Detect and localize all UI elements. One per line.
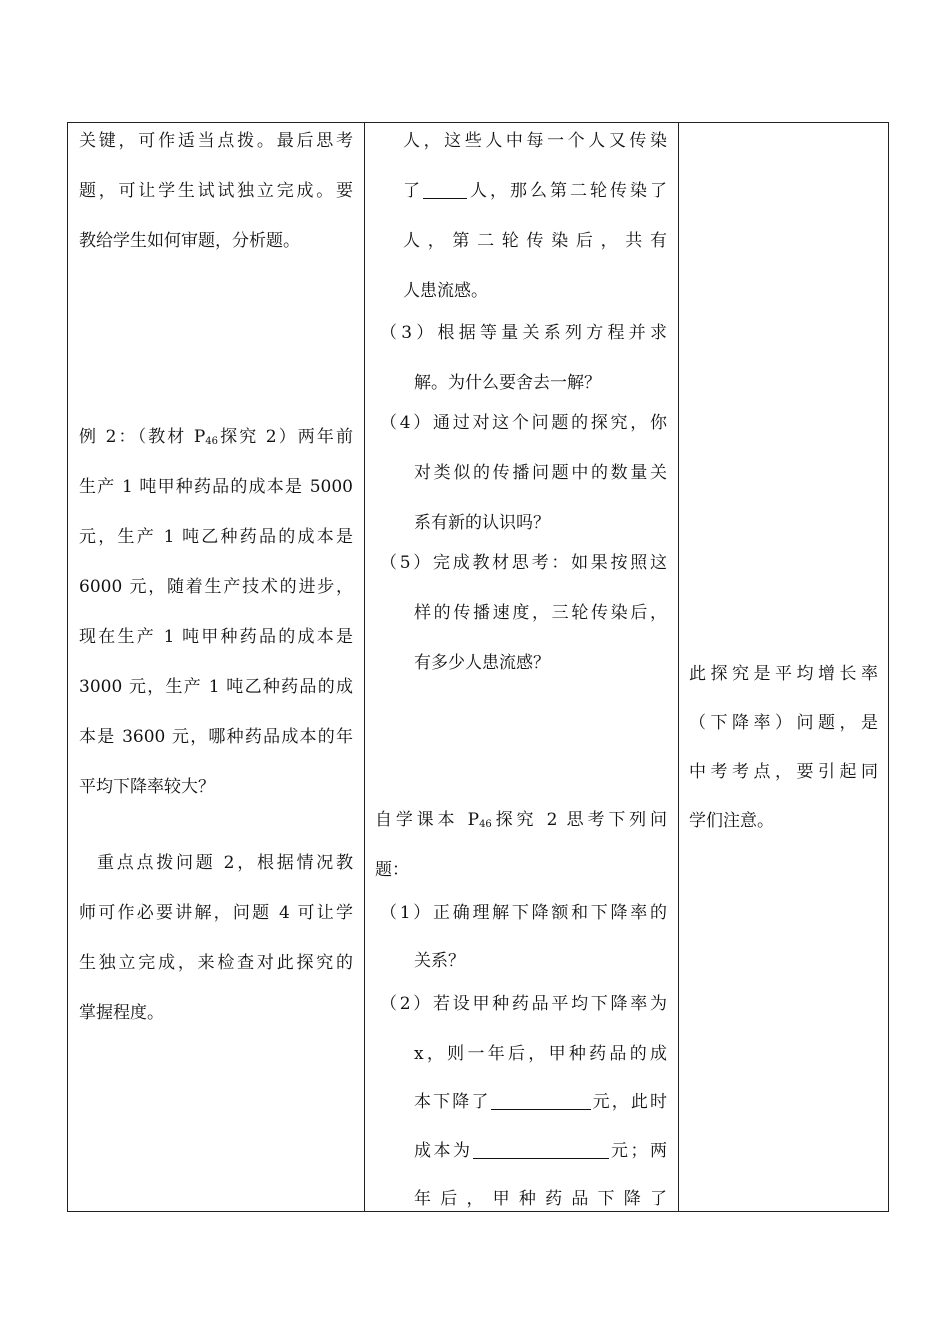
- text-line: 中考考点，要引起同: [689, 762, 878, 782]
- text-line: （下降率）问题，是: [689, 713, 878, 733]
- text-line: 系有新的认识吗？: [414, 513, 550, 533]
- column-divider: [678, 123, 679, 1211]
- text-line: 年后，甲种药品下降了: [414, 1189, 667, 1209]
- question-2: （2）若设甲种药品平均下降率为: [380, 994, 667, 1014]
- column-divider: [364, 123, 365, 1211]
- question-1: （1）正确理解下降额和下降率的: [380, 903, 667, 923]
- example-2-heading: 例 2：（教材 $P_{46}$探究 2）两年前: [79, 427, 353, 447]
- question-3: （3）根据等量关系列方程并求: [380, 323, 667, 343]
- text-line: 师可作必要讲解，问题 4 可让学: [79, 903, 353, 923]
- text-line: 本是 3600 元，哪种药品成本的年: [79, 727, 353, 747]
- text-line: 生独立完成，来检查对此探究的: [79, 953, 353, 973]
- text-line: 此探究是平均增长率: [689, 664, 878, 684]
- fill-blank: [473, 1142, 609, 1159]
- text-line: 人患流感。: [403, 281, 488, 301]
- text-line: 平均下降率较大？: [79, 777, 215, 797]
- text-line: 人，这些人中每一个人又传染: [403, 131, 667, 151]
- text-line: 样的传播速度，三轮传染后，: [414, 603, 667, 623]
- text-line: 元，生产 1 吨乙种药品的成本是: [79, 527, 353, 547]
- text-line: 教给学生如何审题，分析题。: [79, 231, 300, 251]
- text-line: 关键，可作适当点拨。最后思考: [79, 131, 353, 151]
- text-line: 解。为什么要舍去一解？: [414, 373, 601, 393]
- text-line: 本下降了 元，此时: [414, 1092, 667, 1112]
- text-line: 3000 元，生产 1 吨乙种药品的成: [79, 677, 353, 697]
- text-line: 现在生产 1 吨甲种药品的成本是: [79, 627, 353, 647]
- text-line: 掌握程度。: [79, 1003, 164, 1023]
- fill-blank: [423, 182, 467, 199]
- question-4: （4）通过对这个问题的探究，你: [380, 413, 667, 433]
- text-line: 人，第二轮传染后，共有: [403, 231, 667, 251]
- text-line: 题：: [375, 860, 409, 880]
- self-study-heading: 自学课本 $P_{46}$探究 2 思考下列问: [375, 810, 668, 830]
- text-line: 重点点拨问题 2，根据情况教: [97, 853, 353, 873]
- text-line: 6000 元，随着生产技术的进步，: [79, 577, 353, 597]
- text-line: 有多少人患流感？: [414, 653, 550, 673]
- text-line: 生产 1 吨甲种药品的成本是 5000: [79, 477, 353, 497]
- text-line: 成本为 元；两: [414, 1141, 667, 1161]
- text-line: 关系？: [414, 951, 465, 971]
- fill-blank: [491, 1093, 591, 1110]
- text-line: 了 人，那么第二轮传染了: [403, 181, 667, 201]
- question-5: （5）完成教材思考：如果按照这: [380, 553, 667, 573]
- text-line: 题，可让学生试试独立完成。要: [79, 181, 353, 201]
- text-line: x，则一年后，甲种药品的成: [414, 1044, 667, 1064]
- text-line: 学们注意。: [689, 811, 774, 831]
- text-line: 对类似的传播问题中的数量关: [414, 463, 667, 483]
